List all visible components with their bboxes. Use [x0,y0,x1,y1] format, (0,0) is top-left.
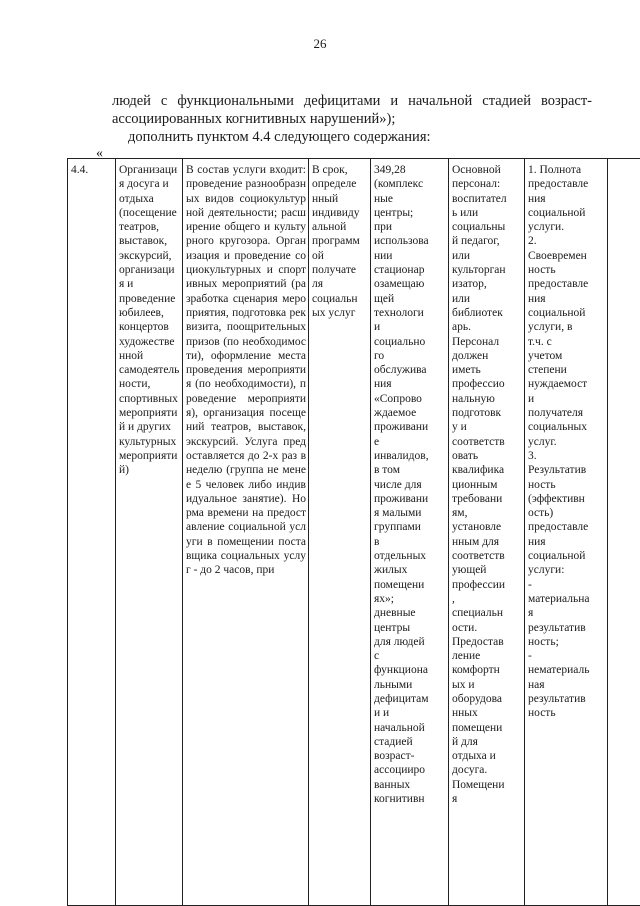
service-term: В срок, определе нный индивиду альной программ ой получате ля социальн ых услуг [312,164,360,319]
cell-quality-indicators [525,159,608,906]
service-staff: Основной персонал: воспитател ь или социальны й педагог, или культоpган изатор, или библиотек арь. Персонал должен иметь профессио нальную подготовк у и соответств овать квалифика ционным требовани ям, установле нным для соответств ующей профессии , специальн ости. Предостав ление комфортн ых и оборудова нных помещени й для отдыха и досуга. Помещени я [452,164,507,805]
cell-service-term [309,159,371,906]
cell-number [68,159,116,906]
opening-quote-mark: « [96,146,103,162]
cell-service-content [183,159,309,906]
service-price: 349,28 (комплекс ные центры; при использова нии стационар озамещаю щей технологи и социально го обслужива ния «Сопрово ждаемое проживани е инвалидов, в том числе для проживани я малыми группами в отдельных жилых помещени ях»; дневные центры для людей с функциона льными дефицитам и и начальной стадией возраст- ассоцииро ванных когнитивн [374,164,429,805]
cell-service-staff [449,159,525,906]
intro-line-1: людей с функциональными дефицитами и начальной стадией возраст- [112,92,592,110]
quality-indicators: 1. Полнота предоставле ния социальной услуги. 2. Своевремен ность предоставле ния социальной услуги, в т.ч. с учетом степени нуждаемост и получателя социальных услуг. 3. Результатив ность (эффективн ость) предоставле ния социальной услуги: - материальна я результатив ность; - нематериаль ная результатив ность [528,164,590,719]
page-number: 26 [0,36,640,52]
cell-service-name [116,159,183,906]
intro-line-2: ассоциированных когнитивных нарушений»); [112,110,592,128]
service-content: В состав услуги входит: проведение разнообразных видов социокультурной деятельности; расширение общего и культурного кругозора. Организация и проведение социокультурных и спортивных мероприятий (разработка сценария мероприятия, подготовка реквизита, поощрительных призов (по необходимости), оформление места проведения мероприятия (по необходимости), проведение мероприятия), организация посещений театров, выставок, экскурсий. Услуга предоставляется до 2-х раз в неделю (группа не менее 5 человек либо индивидуальное занятие). Норма времени на предоставление социальной услуги в помещении поставщика социальных услуг - до 2 часов, при [186,164,306,576]
cell-empty [608,159,640,906]
intro-line-3: дополнить пунктом 4.4 следующего содержания: [128,128,608,146]
cell-service-price [371,159,449,906]
services-table [67,158,640,906]
table-row [68,159,640,906]
service-name: Организаци я досуга и отдыха (посещение театров, выставок, экскурсий, организаци я и проведение юбилеев, концертов художестве нной самодеятель ности, спортивных мероприяти й и других культурных мероприяти й) [119,164,179,476]
item-number: 4.4. [71,164,88,176]
